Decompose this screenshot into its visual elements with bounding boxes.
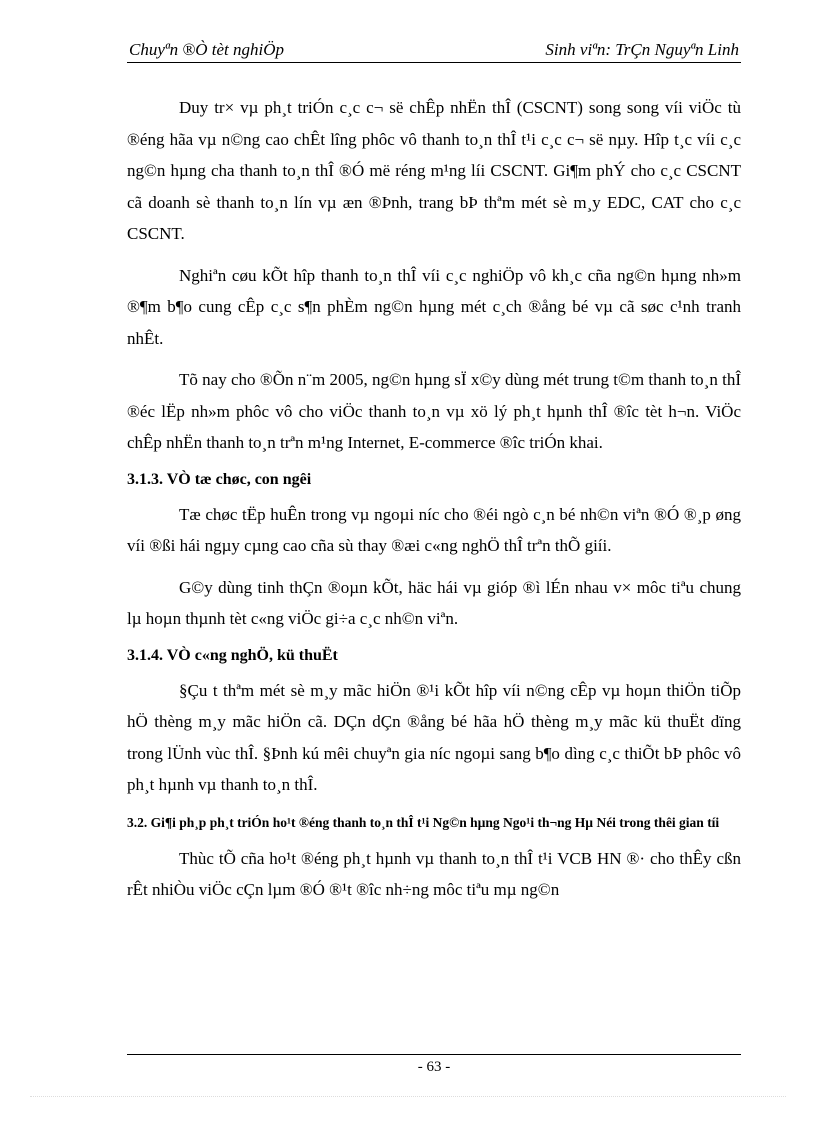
document-title: Chuyªn ®Ò tèt nghiÖp xyxy=(129,40,285,59)
author-name: Sinh viªn: TrÇn Nguyªn Linh xyxy=(545,40,739,59)
section-heading: 3.2. Gi¶i ph¸p ph¸t triÓn ho¹t ®éng thanh to¸n thÎ t¹i Ng©n hµng Ngo¹i th¬ng Hµ Néi trong thêi gian tíi xyxy=(127,814,720,830)
page-edge-divider xyxy=(30,1096,786,1097)
paragraph: §Çu t thªm mét sè m¸y mãc hiÖn ®¹i kÕt hîp víi n©ng cÊp vµ hoµn thiÖn tiÕp hÖ thèng m¸y mãc hiÖn cã. DÇn dÇn ®ång bé hãa hÖ thèng m¸y mãc kü thuËt dïng trong lÜnh vùc thÎ. §Þnh kú mêi chuyªn gia níc ngoµi sang b¶o dìng c¸c thiÕt bÞ phôc vô ph¸t hµnh vµ thanh to¸n thÎ. xyxy=(127,680,741,794)
page-header xyxy=(127,38,741,63)
section-heading: 3.1.4. VÒ c«ng nghÖ, kü thuËt xyxy=(127,646,338,664)
paragraph: Duy tr× vµ ph¸t triÓn c¸c c¬ së chÊp nhËn thÎ (CSCNT) song song víi viÖc tù ®éng hãa vµ n©ng cao chÊt lîng phôc vô thanh to¸n thÎ t¹i c¸c c¬ së nµy. Hîp t¸c víi c¸c ng©n hµng cha thanh to¸n thÎ ®Ó më réng m¹ng líi CSCNT. Gi¶m phÝ cho c¸c CSCNT cã doanh sè thanh to¸n lín vµ æn ®Þnh, trang bÞ thªm mét sè m¸y EDC, CAT cho c¸c CSCNT. xyxy=(127,98,741,243)
paragraph: Tõ nay cho ®Õn n¨m 2005, ng©n hµng sÏ x©y dùng mét trung t©m thanh to¸n thÎ ®éc lËp nh»m phôc vô cho viÖc thanh to¸n vµ xö lý ph¸t hµnh thÎ ®îc tèt h¬n. ViÖc chÊp nhËn thanh to¸n trªn m¹ng Internet, E-commerce ®îc triÓn khai. xyxy=(127,370,741,452)
page-footer xyxy=(127,1054,741,1076)
section-heading: 3.1.3. VÒ tæ chøc, con ngêi xyxy=(127,470,312,488)
paragraph: Nghiªn cøu kÕt hîp thanh to¸n thÎ víi c¸c nghiÖp vô kh¸c cña ng©n hµng nh»m ®¶m b¶o cung cÊp c¸c s¶n phÈm ng©n hµng mét c¸ch ®ång bé vµ cã søc c¹nh tranh nhÊt. xyxy=(127,265,741,348)
paragraph: G©y dùng tinh thÇn ®oµn kÕt, häc hái vµ gióp ®ì lÉn nhau v× môc tiªu chung lµ hoµn thµnh tèt c«ng viÖc gi÷a c¸c nh©n viªn. xyxy=(127,577,741,628)
paragraph: Thùc tÕ cña ho¹t ®éng ph¸t hµnh vµ thanh to¸n thÎ t¹i VCB HN ®· cho thÊy cßn rÊt nhiÒu viÖc cÇn lµm ®Ó ®¹t ®îc nh÷ng môc tiªu mµ ng©n xyxy=(127,848,741,899)
paragraph: Tæ chøc tËp huÊn trong vµ ngoµi níc cho ®éi ngò c¸n bé nh©n viªn ®Ó ®¸p øng víi ®ßi hái ngµy cµng cao cña sù thay ®æi c«ng nghÖ thÎ trªn thÕ giíi. xyxy=(127,504,741,555)
page-number: - 63 - xyxy=(417,1059,451,1075)
document-body xyxy=(127,92,741,916)
